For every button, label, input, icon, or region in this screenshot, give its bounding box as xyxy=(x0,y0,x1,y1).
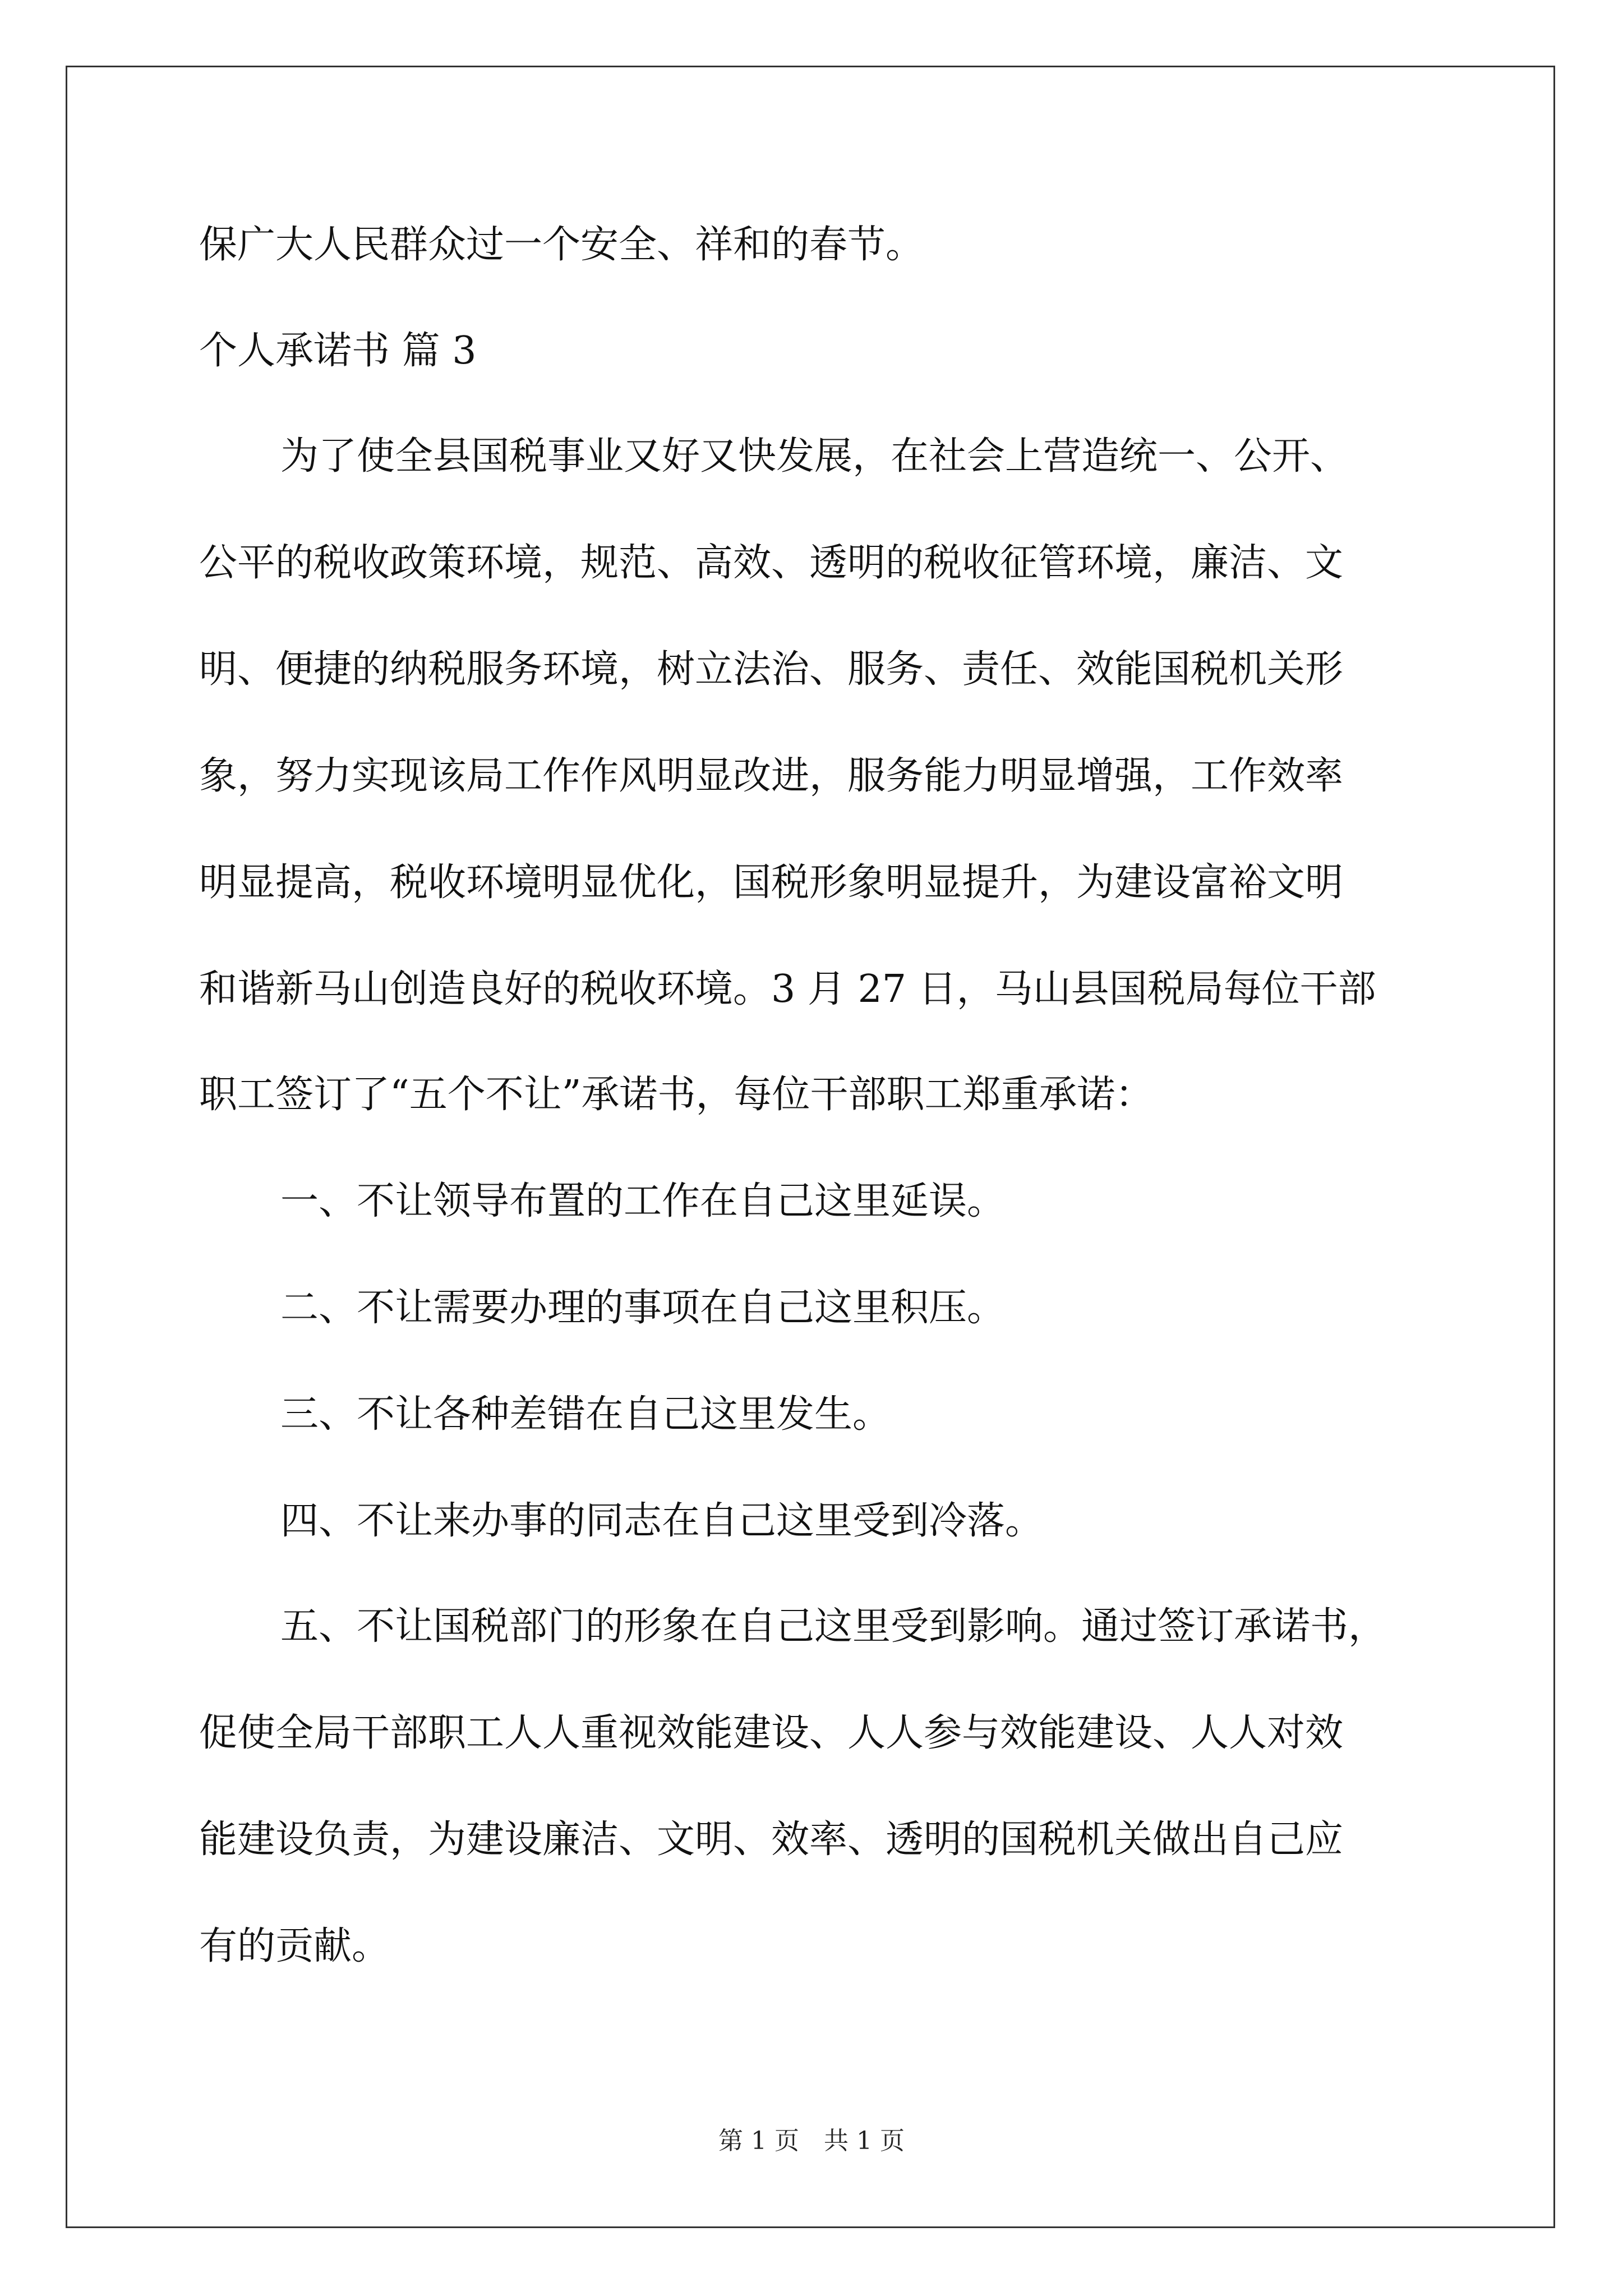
page-number: 第 1 页 xyxy=(718,2127,799,2155)
text-line-4: 公平的税收政策环境，规范、高效、透明的税收征管环境，廉洁、文 xyxy=(199,541,1344,585)
text-line-15: 促使全局干部职工人人重视效能建设、人人参与效能建设、人人对效 xyxy=(199,1711,1344,1755)
text-line-8: 和谐新马山创造良好的税收环境。3 月 27 日，马山县国税局每位干部 xyxy=(199,967,1376,1011)
promise-item-4: 四、不让来办事的同志在自己这里受到冷落。 xyxy=(280,1499,1044,1543)
promise-item-5: 五、不让国税部门的形象在自己这里受到影响。通过签订承诺书， xyxy=(280,1604,1387,1649)
text-line-16: 能建设负责，为建设廉洁、文明、效率、透明的国税机关做出自己应 xyxy=(199,1818,1344,1862)
promise-item-3: 三、不让各种差错在自己这里发生。 xyxy=(280,1392,891,1437)
page-footer xyxy=(0,2129,1623,2154)
text-line-3: 为了使全县国税事业又好又快发展，在社会上营造统一、公开、 xyxy=(280,434,1349,478)
page-border xyxy=(66,66,1555,2228)
text-line-17: 有的贡献。 xyxy=(199,1924,390,1968)
page-total: 共 1 页 xyxy=(824,2127,905,2155)
section-heading: 个人承诺书 篇 3 xyxy=(199,329,477,373)
text-line-5: 明、便捷的纳税服务环境，树立法治、服务、责任、效能国税机关形 xyxy=(199,647,1344,692)
promise-item-2: 二、不让需要办理的事项在自己这里积压。 xyxy=(280,1286,1006,1330)
text-line-1: 保广大人民群众过一个安全、祥和的春节。 xyxy=(199,223,924,267)
text-line-9: 职工签订了“五个不让”承诺书，每位干部职工郑重承诺： xyxy=(199,1073,1154,1117)
promise-item-1: 一、不让领导布置的工作在自己这里延误。 xyxy=(280,1179,1006,1223)
text-line-7: 明显提高，税收环境明显优化，国税形象明显提升，为建设富裕文明 xyxy=(199,861,1344,905)
text-line-6: 象，努力实现该局工作作风明显改进，服务能力明显增强，工作效率 xyxy=(199,754,1344,798)
